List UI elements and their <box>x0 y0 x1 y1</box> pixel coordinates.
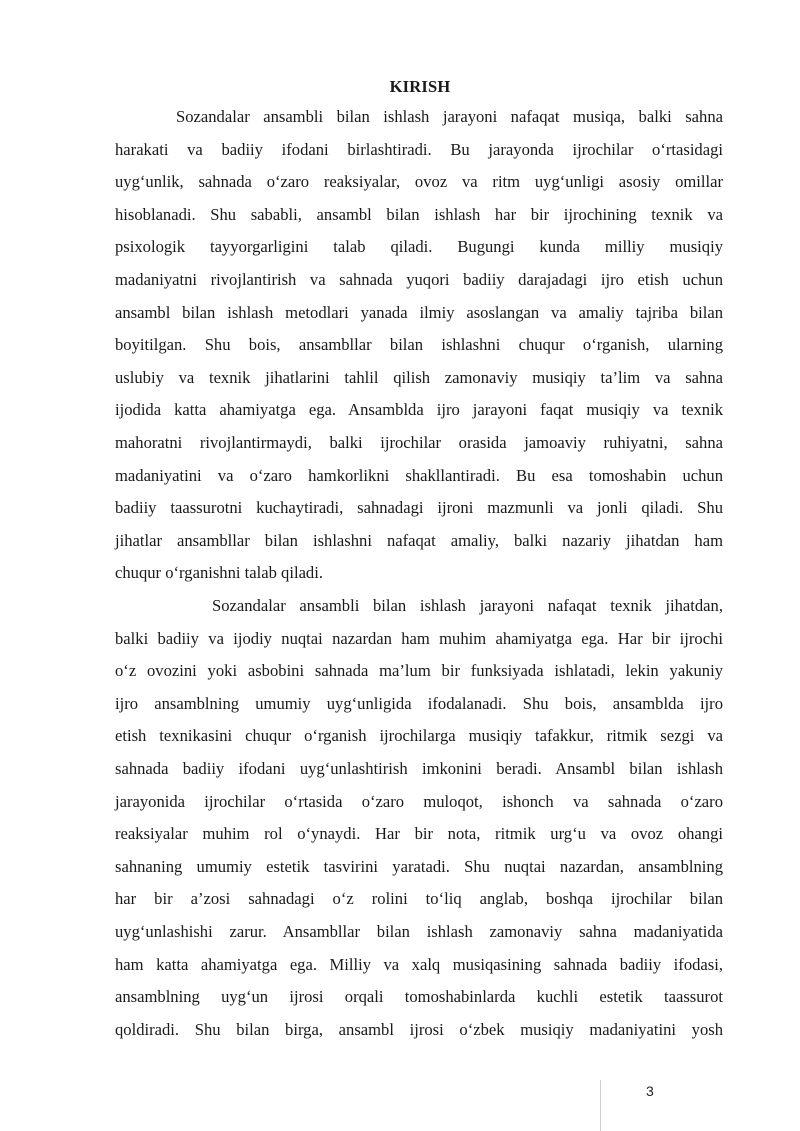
text-line: harakati va badiiy ifodani birlashtiradi. Bu jarayonda ijrochilar o‘rtasidagi <box>115 139 723 159</box>
text-line: uyg‘unlashishi zarur. Ansambllar bilan ishlash zamonaviy sahna madaniyatida <box>115 921 723 941</box>
text-line: sahnaning umumiy estetik tasvirini yaratadi. Shu nuqtai nazardan, ansamblning <box>115 856 723 876</box>
paragraph-1 <box>115 101 723 590</box>
text-line: mahoratni rivojlantirmaydi, balki ijrochilar orasida jamoaviy ruhiyatni, sahna <box>115 432 723 452</box>
text-line: chuqur o‘rganishni talab qiladi. <box>115 563 323 583</box>
text-line: uyg‘unlik, sahnada o‘zaro reaksiyalar, ovoz va ritm uyg‘unligi asosiy omillar <box>115 172 723 192</box>
page-number: 3 <box>646 1083 654 1099</box>
text-line: ansambl bilan ishlash metodlari yanada ilmiy asoslangan va amaliy tajriba bilan <box>115 302 723 322</box>
text-line: etish texnikasini chuqur o‘rganish ijrochilarga musiqiy tafakkur, ritmik sezgi va <box>115 726 723 746</box>
text-line: ansamblning uyg‘un ijrosi orqali tomoshabinlarda kuchli estetik taassurot <box>115 987 723 1007</box>
text-line: uslubiy va texnik jihatlarini tahlil qilish zamonaviy musiqiy ta’lim va sahna <box>115 367 723 387</box>
text-line: qoldiradi. Shu bilan birga, ansambl ijrosi o‘zbek musiqiy madaniyatini yosh <box>115 1019 723 1039</box>
text-line: psixologik tayyorgarligini talab qiladi. Bugungi kunda milliy musiqiy <box>115 237 723 257</box>
text-line: ham katta ahamiyatga ega. Milliy va xalq musiqasining sahnada badiiy ifodasi, <box>115 954 723 974</box>
text-line: balki badiiy va ijodiy nuqtai nazardan ham muhim ahamiyatga ega. Har bir ijrochi <box>115 628 723 648</box>
text-line: o‘z ovozini yoki asbobini sahnada ma’lum bir funksiyada ishlatadi, lekin yakuniy <box>115 661 723 681</box>
text-line: har bir a’zosi sahnadagi o‘z rolini to‘liq anglab, boshqa ijrochilar bilan <box>115 889 723 909</box>
paragraph-2 <box>115 590 723 1046</box>
text-line: jarayonida ijrochilar o‘rtasida o‘zaro muloqot, ishonch va sahnada o‘zaro <box>115 791 723 811</box>
text-line: reaksiyalar muhim rol o‘ynaydi. Har bir nota, ritmik urg‘u va ovoz ohangi <box>115 824 723 844</box>
text-line: Sozandalar ansambli bilan ishlash jarayoni nafaqat musiqa, balki sahna <box>176 107 723 126</box>
text-line: sahnada badiiy ifodani uyg‘unlashtirish imkonini beradi. Ansambl bilan ishlash <box>115 758 723 778</box>
text-line: madaniyatini va o‘zaro hamkorlikni shakllantiradi. Bu esa tomoshabin uchun <box>115 465 723 485</box>
text-line: madaniyatni rivojlantirish va sahnada yuqori badiiy darajadagi ijro etish uchun <box>115 269 723 289</box>
text-line: boyitilgan. Shu bois, ansambllar bilan ishlashni chuqur o‘rganish, ularning <box>115 335 723 355</box>
footer-divider <box>600 1080 601 1131</box>
text-line: ijro ansamblning umumiy uyg‘unligida ifodalanadi. Shu bois, ansamblda ijro <box>115 693 723 713</box>
page-title: KIRISH <box>389 77 451 96</box>
text-line: Sozandalar ansambli bilan ishlash jarayoni nafaqat texnik jihatdan, <box>212 596 723 615</box>
text-line: badiiy taassurotni kuchaytiradi, sahnadagi ijroni mazmunli va jonli qiladi. Shu <box>115 498 723 518</box>
text-line: jihatlar ansambllar bilan ishlashni nafaqat amaliy, balki nazariy jihatdan ham <box>115 530 723 550</box>
text-line: hisoblanadi. Shu sababli, ansambl bilan ishlash har bir ijrochining texnik va <box>115 204 723 224</box>
text-line: ijodida katta ahamiyatga ega. Ansamblda ijro jarayoni faqat musiqiy va texnik <box>115 400 723 420</box>
